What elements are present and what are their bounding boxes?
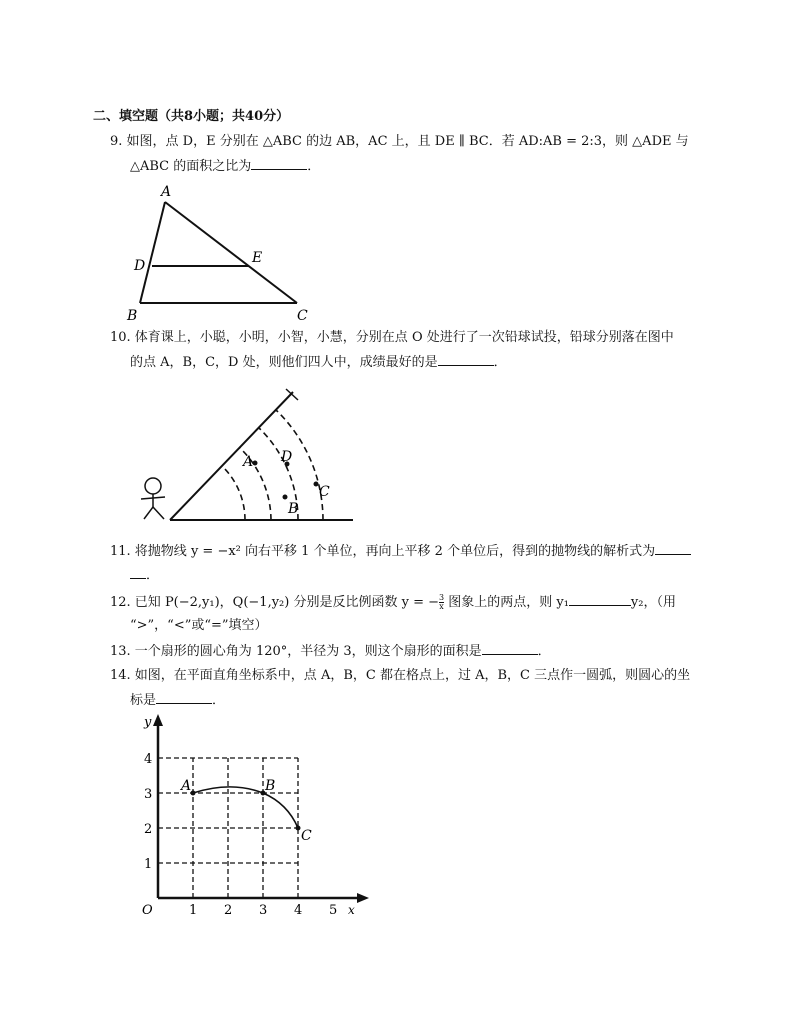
y-tick-label: 4 (144, 752, 153, 767)
point-a (191, 791, 196, 796)
q11-answer-blank-a[interactable] (655, 542, 691, 555)
point-label-b: B (265, 778, 276, 794)
y-axis-arrow-icon (153, 714, 163, 726)
arc-4 (276, 410, 323, 520)
label-d: D (134, 258, 146, 274)
q13-line (110, 642, 551, 661)
y-tick-label: 3 (144, 787, 153, 802)
q14-line2-text: 标是 (130, 693, 157, 708)
q14-end: ． (212, 693, 226, 708)
q11-line2 (130, 566, 159, 585)
label-d: D (281, 449, 293, 465)
section-title: 二、填空题（共8小题；共40分） (93, 109, 290, 124)
q11-text: 11. 将抛物线 y = −x² 向右平移 1 个单位，再向上平移 2 个单位后，得到的抛物线的解析式为 (110, 544, 656, 559)
q10-end: ． (493, 355, 507, 370)
q9-line2 (130, 157, 320, 176)
q13-text: 13. 一个扇形的圆心角为 120°，半径为 3，则这个扇形的面积是 (110, 644, 482, 659)
point-b (283, 495, 288, 500)
side-ab (140, 202, 165, 303)
q12-line2: “>”，“<”或“=”填空） (130, 618, 268, 633)
q9-line2-text: △ABC 的面积之比为 (130, 159, 252, 174)
q12-part1: 12. 已知 P(−2,y₁)，Q(−1,y₂) 分别是反比例函数 y = − (110, 595, 439, 610)
q12-answer-blank[interactable] (569, 593, 631, 606)
q10-line1: 10. 体育课上，小聪，小明，小智，小慧，分别在点 O 处进行了一次铅球试投，铅球分别落在图中 (110, 330, 674, 345)
q9-line1: 9. 如图，点 D，E 分别在 △ABC 的边 AB，AC 上，且 DE ∥ BC．若 AD:AB = 2:3，则 △ADE 与 (110, 134, 689, 149)
person-left-leg (144, 507, 153, 519)
q12-frac-num: 3 (439, 593, 445, 602)
person-right-leg (153, 507, 164, 519)
person-head-icon (145, 478, 161, 494)
q11-answer-blank-b[interactable] (130, 566, 146, 579)
q10-answer-blank[interactable] (438, 353, 494, 366)
point-c (296, 826, 301, 831)
q12-line1 (110, 593, 676, 612)
x-tick-label: 1 (189, 903, 198, 918)
person-arms (141, 497, 165, 499)
q12-part2: 图象上的两点，则 y₁ (444, 595, 569, 610)
q10-line2 (130, 353, 507, 372)
y-tick-label: 1 (144, 857, 153, 872)
q9-triangle-figure (125, 180, 325, 325)
label-c: C (319, 484, 330, 500)
x-tick-label: 5 (329, 903, 338, 918)
q14-line1: 14. 如图，在平面直角坐标系中，点 A，B，C 都在格点上，过 A，B，C 三点作一圆弧，则圆心的坐 (110, 668, 691, 683)
point-label-a: A (181, 778, 192, 794)
label-c: C (297, 308, 308, 324)
x-axis-arrow-icon (357, 893, 369, 903)
y-axis-label: y (144, 715, 152, 730)
q12-part3: y₂，（用 (630, 595, 676, 610)
q9-end: ． (307, 159, 321, 174)
label-b: B (127, 308, 138, 324)
q14-coordinate-grid (135, 712, 370, 922)
q10-line2-text: 的点 A，B，C，D 处，则他们四人中，成绩最好的是 (130, 355, 438, 370)
label-a: A (243, 454, 254, 470)
q10-shotput-figure (135, 385, 365, 525)
x-tick-label: 4 (294, 903, 303, 918)
q14-line2 (130, 691, 225, 710)
arc-1 (222, 466, 245, 520)
point-c (314, 482, 319, 487)
y-tick-label: 2 (144, 822, 153, 837)
point-label-c: C (301, 828, 312, 844)
side-ac (165, 202, 297, 303)
origin-label: O (142, 903, 153, 918)
q11-end: ． (146, 568, 160, 583)
q11-line1 (110, 542, 691, 561)
label-e: E (252, 250, 263, 266)
ray-diagonal (170, 392, 293, 520)
q14-answer-blank[interactable] (156, 691, 212, 704)
label-a: A (161, 184, 172, 200)
x-tick-label: 3 (259, 903, 268, 918)
label-b: B (288, 501, 299, 517)
x-tick-label: 2 (224, 903, 233, 918)
point-a (253, 461, 258, 466)
q13-end: ． (537, 644, 551, 659)
q13-answer-blank[interactable] (482, 642, 538, 655)
q12-frac-den: x (439, 602, 444, 611)
x-axis-label: x (348, 903, 355, 917)
q9-answer-blank[interactable] (251, 157, 307, 170)
